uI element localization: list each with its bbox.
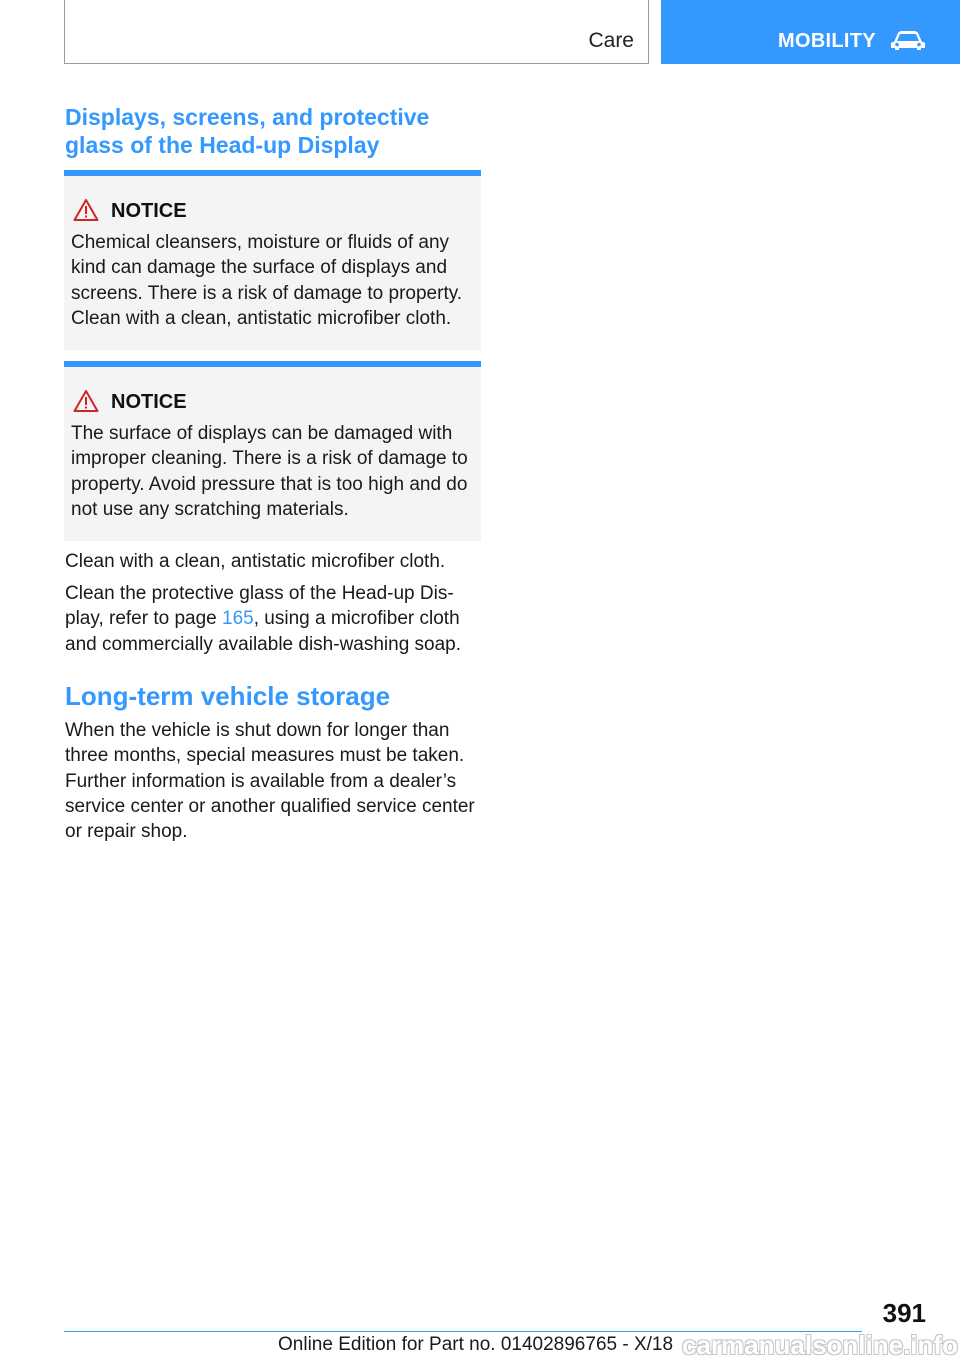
page-number: 391 <box>882 1298 926 1328</box>
paragraph-text: , using a microfiber cloth and commercially available dish-washing soap. <box>65 608 462 655</box>
paragraph-protective-glass <box>65 581 485 657</box>
paragraph-text: Clean the protective glass of the Head-up Dis-play, refer to page <box>65 583 454 630</box>
notice-box-2 <box>64 361 481 541</box>
notice-body: Chemical cleansers, moisture or fluids of any kind can damage the surface of displays and screens. There is a risk of damage to property. Clean with a clean, antistatic microfiber cloth. <box>71 232 463 329</box>
warning-triangle-icon <box>73 198 99 222</box>
notice-body: The surface of displays can be damaged with improper cleaning. There is a risk of damage to property. Avoid pressure that is too high and do not use any scratching materials. <box>71 423 468 520</box>
section-title-long-term-storage: Long-term vehicle storage <box>65 681 391 711</box>
footer-edition: Online Edition for Part no. 01402896765 - X/18 <box>278 1334 674 1355</box>
paragraph-clean-cloth: Clean with a clean, antistatic microfiber cloth. <box>65 551 446 572</box>
paragraph-long-term-storage: When the vehicle is shut down for longer than three months, special measures must be taken. Further information is available from a dealer’s service center or another qualified service center or repair shop. <box>65 720 475 843</box>
notice-box-1 <box>64 170 481 350</box>
header-section-box <box>64 0 649 64</box>
header-section-title: Care <box>588 29 634 52</box>
notice-title: NOTICE <box>111 200 187 222</box>
warning-triangle-icon <box>73 389 99 413</box>
page-reference-link[interactable]: 165 <box>222 608 254 630</box>
car-icon <box>890 28 926 52</box>
notice-title: NOTICE <box>111 391 187 413</box>
section-title-displays: Displays, screens, and protective glass of the Head-up Display <box>65 104 430 158</box>
watermark: carmanualsonline.info <box>682 1330 958 1360</box>
header-chapter-tab <box>661 0 960 64</box>
header-chapter-label: MOBILITY <box>778 30 876 52</box>
